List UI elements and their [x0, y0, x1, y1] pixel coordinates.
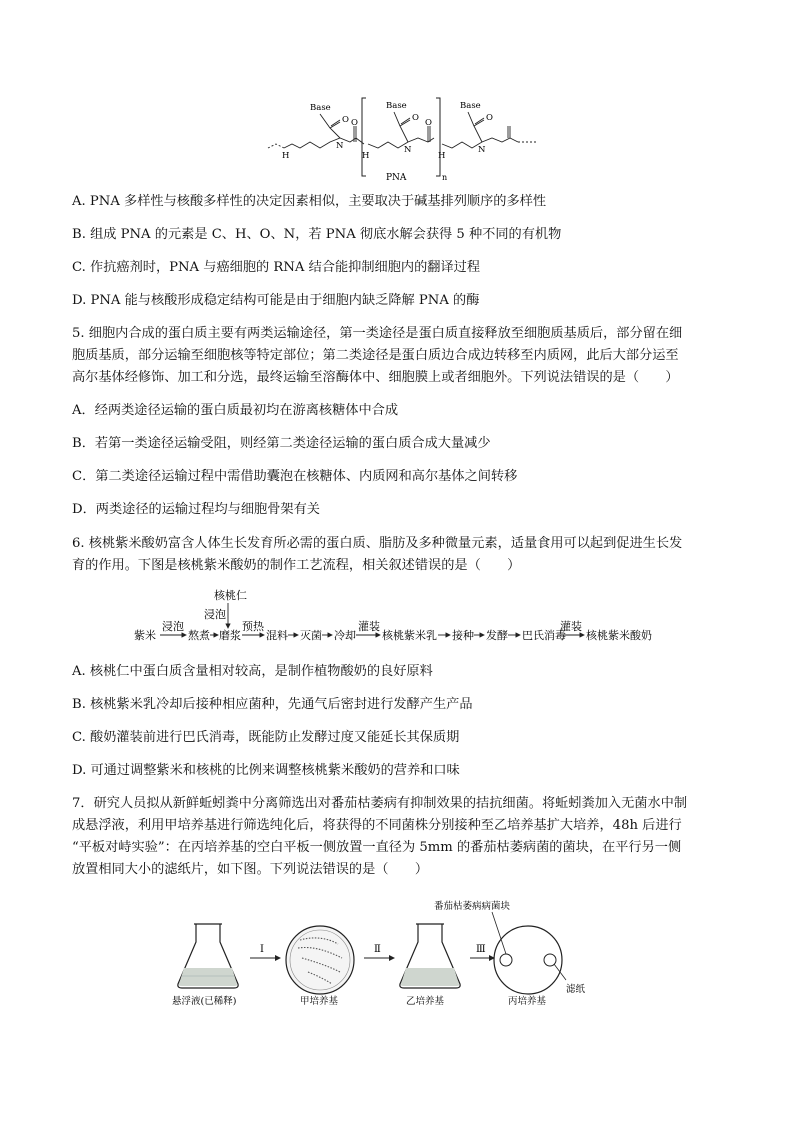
pna-n-atom-1: N	[336, 141, 344, 151]
pna-repeat-label: n	[442, 173, 448, 182]
q5-stem-line-1: 5. 细胞内合成的蛋白质主要有两类运输途径，第一类途径是蛋白质直接释放至细胞质基质后，部分留在细	[72, 326, 683, 341]
pna-o-atom-2: O	[351, 118, 358, 128]
q7-stem-line-2: 成悬浮液，利用甲培养基进行筛选纯化后，将获得的不同菌株分别接种至乙培养基扩大培养，48h 后进行	[72, 818, 682, 833]
q5-stem-line-2: 胞质基质，部分运输至细胞核等特定部位；第二类途径是蛋白质边合成边转移至内质网，此后大部分运至	[72, 348, 679, 363]
flow-arrow-label-1: 浸泡	[162, 620, 184, 633]
q4-option-d: D. PNA 能与核酸形成稳定结构可能是由于细胞内缺乏降解 PNA 的酶	[72, 293, 480, 308]
pna-n-atom-2: N	[404, 145, 412, 155]
flow-node-5: 灭菌	[300, 629, 322, 642]
flow-top-input: 核桃仁	[214, 589, 247, 602]
q5-option-c: C．第二类途径运输过程中需借助囊泡在核糖体、内质网和高尔基体之间转移	[72, 469, 518, 484]
q4-option-b: B. 组成 PNA 的元素是 C、H、O、N，若 PNA 彻底水解会获得 5 种不同的有机物	[72, 227, 562, 242]
q7-stem-line-3: “平板对峙实验”：在丙培养基的空白平板一侧放置一直径为 5mm 的番茄枯萎病菌的菌块，在平行另一侧	[72, 840, 682, 855]
q7-culture-diagram	[172, 896, 592, 1008]
flow-node-3: 磨浆	[219, 629, 241, 642]
q7-stem-line-4: 放置相同大小的滤纸片，如下图。下列说法错误的是（ ）	[72, 862, 429, 877]
flow-node-7: 核桃紫米乳	[382, 629, 437, 642]
pathogen-block-label: 番茄枯萎病病菌块	[434, 901, 511, 912]
flow-arrow-label-6: 灌装	[358, 620, 380, 633]
pna-caption: PNA	[386, 173, 407, 182]
q6-stem-line-2: 育的作用。下图是核桃紫米酸奶的制作工艺流程，相关叙述错误的是（ ）	[72, 558, 521, 573]
q5-stem-line-3: 高尔基体经修饰、加工和分选，最终运输至溶酶体中、细胞膜上或者细胞外。下列说法错误的是（ ）	[72, 370, 679, 385]
pna-structure-figure	[262, 96, 542, 182]
step-label-3: Ⅲ	[476, 944, 486, 955]
flow-node-10: 巴氏消毒	[522, 629, 566, 642]
q6-option-b: B. 核桃紫米乳冷却后接种相应菌种，先通气后密封进行发酵产生产品	[72, 697, 473, 712]
q4-option-c: C. 作抗癌剂时，PNA 与癌细胞的 RNA 结合能抑制细胞内的翻译过程	[72, 260, 481, 275]
pna-o-atom-1: O	[342, 115, 349, 125]
step-label-1: Ⅰ	[260, 944, 264, 955]
pna-base-label-2: Base	[386, 101, 407, 111]
plate-jia-icon	[286, 926, 354, 994]
q5-option-b: B．若第一类途径运输受阻，则经第二类途径运输的蛋白质合成大量减少	[72, 436, 491, 451]
pna-h-atom-3: H	[438, 151, 446, 161]
pna-o-atom-4: O	[425, 118, 432, 128]
flow-arrow-label-3: 预热	[242, 620, 264, 633]
q6-process-flow-diagram	[130, 586, 660, 648]
filter-paper-label: 滤纸	[566, 984, 586, 995]
pna-base-label-3: Base	[460, 101, 481, 111]
flow-arrow-label-10: 灌装	[560, 620, 582, 633]
flow-node-2: 熬煮	[188, 629, 210, 642]
flask-suspension-icon	[178, 924, 238, 988]
flask-yi-icon	[400, 924, 460, 988]
pna-base-label-1: Base	[310, 103, 331, 113]
caption-suspension: 悬浮液(已稀释)	[172, 996, 237, 1007]
pna-h-atom-1: H	[282, 151, 290, 161]
flow-node-1: 紫米	[134, 629, 156, 642]
q6-stem-line-1: 6. 核桃紫米酸奶富含人体生长发育所必需的蛋白质、脂肪及多种微量元素，适量食用可以起到促进生长发	[72, 536, 683, 551]
q7-stem-line-1: 7．研究人员拟从新鲜蚯蚓粪中分离筛选出对番茄枯萎病有抑制效果的拮抗细菌。将蚯蚓粪加入无菌水中制	[72, 796, 688, 811]
q4-option-a: A. PNA 多样性与核酸多样性的决定因素相似，主要取决于碱基排列顺序的多样性	[72, 194, 547, 209]
flow-top-soak: 浸泡	[204, 608, 226, 621]
pna-n-atom-3: N	[478, 145, 486, 155]
flow-node-4: 混料	[266, 629, 288, 642]
q6-option-d: D. 可通过调整紫米和核桃的比例来调整核桃紫米酸奶的营养和口味	[72, 763, 460, 778]
q6-option-a: A. 核桃仁中蛋白质含量相对较高，是制作植物酸奶的良好原料	[72, 664, 433, 679]
flow-node-11: 核桃紫米酸奶	[586, 629, 652, 642]
caption-bing: 丙培养基	[508, 996, 547, 1007]
plate-bing-icon	[492, 912, 566, 994]
flow-node-8: 接种	[452, 629, 474, 642]
caption-yi: 乙培养基	[406, 996, 445, 1007]
step-label-2: Ⅱ	[374, 944, 381, 955]
caption-jia: 甲培养基	[300, 996, 339, 1007]
flow-node-9: 发酵	[486, 629, 508, 642]
pna-o-atom-5: O	[486, 113, 493, 123]
q5-option-a: A．经两类途径运输的蛋白质最初均在游离核糖体中合成	[72, 403, 399, 418]
q5-option-d: D．两类途径的运输过程均与细胞骨架有关	[72, 502, 320, 517]
pna-h-atom-2: H	[362, 151, 370, 161]
pna-o-atom-3: O	[412, 113, 419, 123]
q6-option-c: C. 酸奶灌装前进行巴氏消毒，既能防止发酵过度又能延长其保质期	[72, 730, 460, 745]
flow-node-6: 冷却	[334, 629, 356, 642]
